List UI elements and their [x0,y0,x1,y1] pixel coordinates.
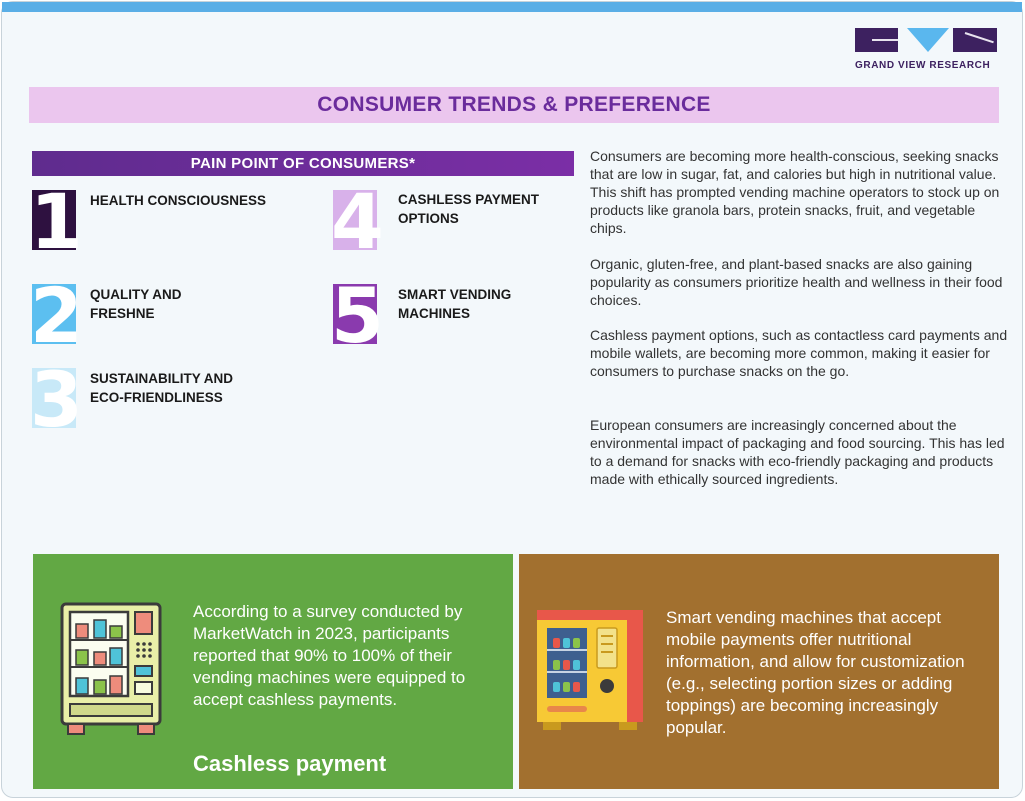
smart-vending-text: Smart vending machines that accept mobile payments offer nutritional information, and allow for customization (e.g., selecting portion sizes or adding toppings) are becoming increasingly popular. [666,608,965,737]
cashless-payment-title: Cashless payment [193,751,387,776]
description-health: Consumers are becoming more health-conscious, seeking snacks that are low in sugar, fat, and calories but high in nutritional value. This shift has prompted vending machine operators to stock up on products like granola bars, protein snacks, fruit, and vegetable chips. [590,148,1000,236]
grand-view-research-logo [855,28,997,72]
pain-point-label: QUALITY AND FRESHNE [90,287,182,321]
title-banner [29,87,999,123]
pain-point-number-1: 1 [30,177,83,266]
pain-point-number-3: 3 [30,355,83,444]
infographic-frame [1,1,1023,798]
pain-point-label: SMART VENDING MACHINES [398,287,512,321]
vending-machine-icon [58,602,168,737]
pain-points-header [32,151,574,176]
cashless-payment-panel [33,554,513,789]
description-cashless: Cashless payment options, such as contactless card payments and mobile wallets, are becoming more common, making it easier for consumers to purchase snacks on the go. [590,327,1008,379]
pain-point-label: HEALTH CONSCIOUSNESS [90,193,267,208]
cashless-survey-text: According to a survey conducted by MarketWatch in 2023, participants reported that 90% to 100% of their vending machines were equipped to accept cashless payments. [193,602,466,709]
logo-g-block [855,28,898,52]
pain-point-number-2: 2 [30,271,83,360]
pain-points-header-label: PAIN POINT OF CONSUMERS* [190,155,416,172]
logo-v-triangle [907,28,949,52]
smart-vending-panel [519,554,999,789]
pain-point-number-4: 4 [331,177,384,266]
logo-mark [855,28,997,52]
description-eco: European consumers are increasingly concerned about the environmental impact of packaging and food sourcing. This has led to a demand for snacks with eco-friendly packaging and products made with ethically sourced ingredients. [590,417,1005,487]
page-title: CONSUMER TRENDS & PREFERENCE [317,93,711,116]
top-accent-bar [2,2,1022,12]
logo-text: GRAND VIEW RESEARCH [855,60,991,71]
logo-r-block [953,28,997,52]
pain-point-label: SUSTAINABILITY AND ECO-FRIENDLINESS [90,371,234,405]
description-organic: Organic, gluten-free, and plant-based snacks are also gaining popularity as consumers prioritize health and wellness in their food choices. [590,256,1003,308]
pain-point-number-5: 5 [331,271,384,360]
smart-vending-machine-icon [535,608,647,734]
pain-point-label: CASHLESS PAYMENT OPTIONS [398,192,540,226]
